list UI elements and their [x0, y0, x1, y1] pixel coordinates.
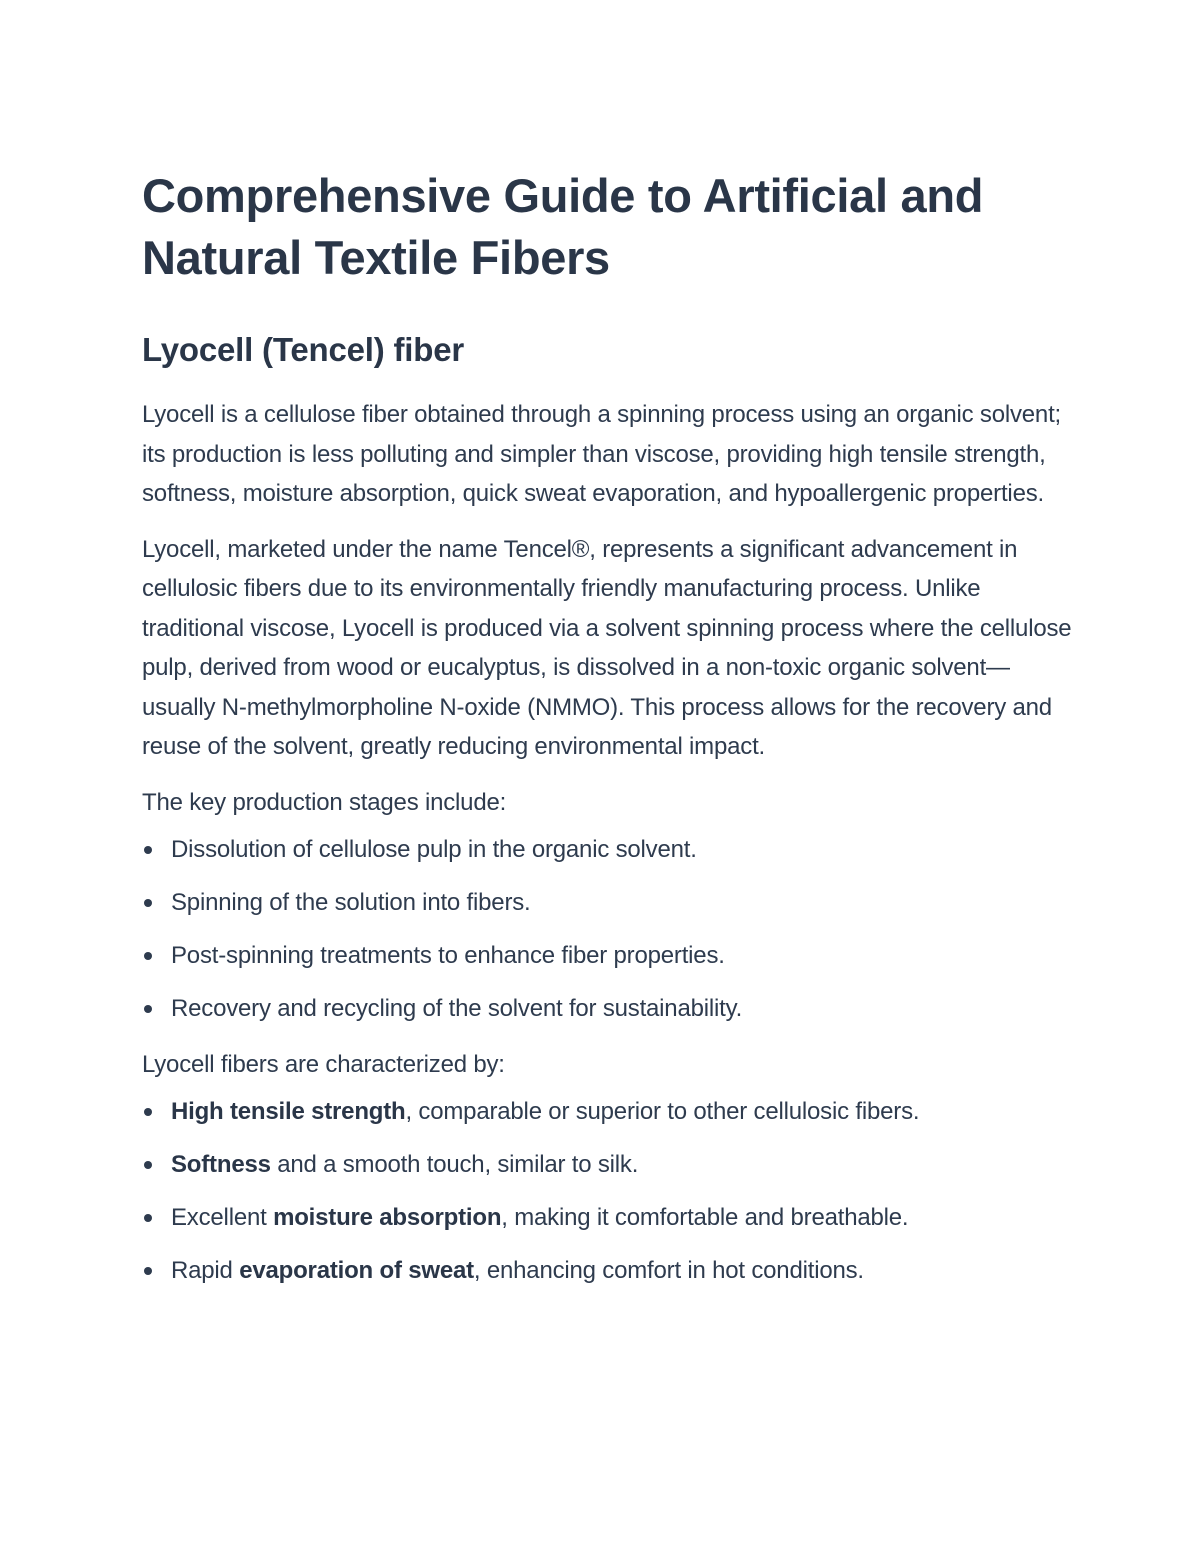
list-item — [142, 989, 1072, 1029]
list-item-prefix: Excellent — [171, 1204, 274, 1231]
document-page — [142, 165, 1072, 1291]
list-item-suffix: , comparable or superior to other cellulosic fibers. — [405, 1098, 920, 1125]
characteristics-list — [142, 1092, 1072, 1291]
list-item — [142, 830, 1072, 870]
list-item-text: Spinning of the solution into fibers. — [171, 889, 531, 916]
list-item — [142, 1145, 1072, 1185]
list-item-emphasis: moisture absorption — [273, 1204, 502, 1231]
list-item-text: Dissolution of cellulose pulp in the organic solvent. — [171, 836, 697, 863]
list-item-text: Post-spinning treatments to enhance fiber properties. — [171, 942, 725, 969]
list-item — [142, 1251, 1072, 1291]
section-heading: Lyocell (Tencel) fiber — [142, 331, 465, 368]
intro-paragraph: Lyocell is a cellulose fiber obtained through a spinning process using an organic solvent; its production is less polluting and simpler than viscose, providing high tensile strength, softness, moisture absorption, quick sweat evaporation, and hypoallergenic properties. — [142, 401, 1062, 507]
bullet-icon — [144, 1108, 152, 1116]
bullet-icon — [144, 1161, 152, 1169]
list-item-text: Recovery and recycling of the solvent for sustainability. — [171, 995, 743, 1022]
characteristics-intro: Lyocell fibers are characterized by: — [142, 1050, 505, 1078]
list-item-suffix: , making it comfortable and breathable. — [501, 1204, 909, 1231]
list-item — [142, 936, 1072, 976]
bullet-icon — [144, 1267, 152, 1275]
list-item-suffix: and a smooth touch, similar to silk. — [270, 1151, 639, 1178]
list-item — [142, 883, 1072, 923]
document-title: Comprehensive Guide to Artificial and Natural Textile Fibers — [142, 169, 984, 284]
list-item-emphasis: Softness — [171, 1151, 271, 1178]
production-stages-list — [142, 830, 1072, 1029]
list-item-suffix: , enhancing comfort in hot conditions. — [473, 1257, 864, 1284]
list-item — [142, 1092, 1072, 1132]
list-item-emphasis: evaporation of sweat — [239, 1257, 474, 1284]
stages-intro: The key production stages include: — [142, 788, 507, 816]
list-item — [142, 1198, 1072, 1238]
bullet-icon — [144, 1214, 152, 1222]
list-item-emphasis: High tensile strength — [171, 1098, 406, 1125]
bullet-icon — [144, 1005, 152, 1013]
detail-paragraph: Lyocell, marketed under the name Tencel®, represents a significant advancement in cellulosic fibers due to its environmentally friendly manufacturing process. Unlike traditional viscose, Lyocell is produced via a solvent spinning process where the cellulose pulp, derived from wood or eucalyptus, is dissolved in a non-toxic organic solvent—usually N-methylmorpholine N-oxide (NMMO). This process allows for the recovery and reuse of the solvent, greatly reducing environmental impact. — [142, 535, 1072, 760]
bullet-icon — [144, 952, 152, 960]
bullet-icon — [144, 846, 152, 854]
list-item-prefix: Rapid — [171, 1257, 240, 1284]
bullet-icon — [144, 899, 152, 907]
